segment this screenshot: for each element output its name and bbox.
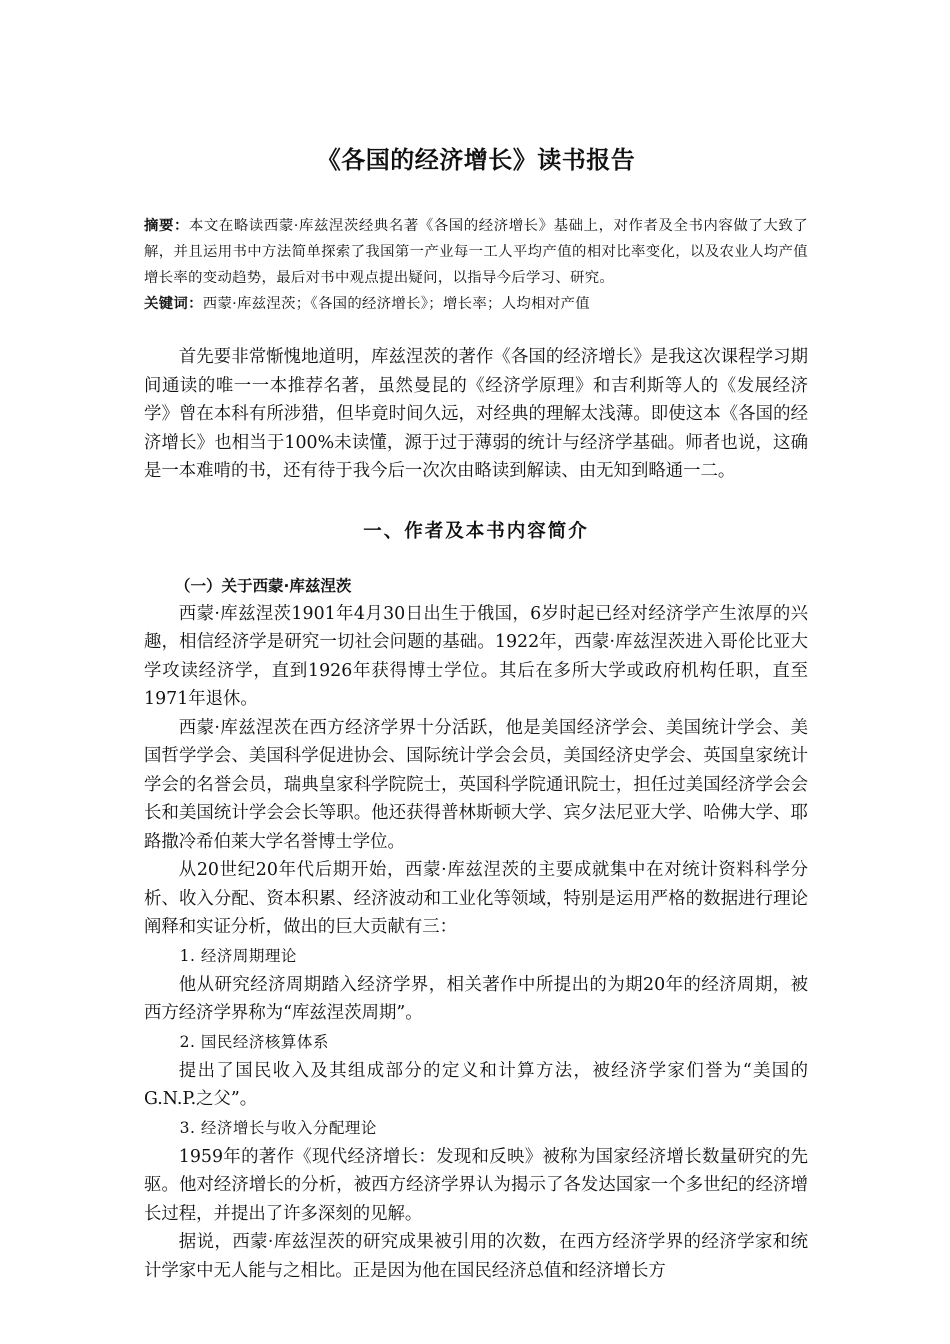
list-item-heading: 2. 国民经济核算体系 xyxy=(179,1032,329,1051)
abstract-label: 摘要： xyxy=(144,218,189,234)
abstract xyxy=(144,213,808,291)
body-text xyxy=(144,343,808,1285)
paragraph: 从20世纪20年代后期开始，西蒙·库兹涅茨的主要成就集中在对统计资料科学分析、收入分配、资本积累、经济波动和工业化等领域，特别是运用严格的数据进行理论阐释和实证分析，做出的巨大贡献有三： xyxy=(144,860,808,937)
list-item-heading: 1. 经济周期理论 xyxy=(179,946,297,965)
paragraph: 西蒙·库兹涅茨1901年4月30日出生于俄国，6岁时起已经对经济学产生浓厚的兴趣，相信经济学是研究一切社会问题的基础。1922年，西蒙·库兹涅茨进入哥伦比亚大学攻读经济学，直到1926年获得博士学位。其后在多所大学或政府机构任职，直至1971年退休。 xyxy=(144,603,808,709)
document-title: 《各国的经济增长》读书报告 xyxy=(316,146,636,174)
keywords xyxy=(144,291,808,317)
intro-paragraph: 首先要非常惭愧地道明，库兹涅茨的著作《各国的经济增长》是我这次课程学习期间通读的唯一一本推荐名著，虽然曼昆的《经济学原理》和吉利斯等人的《发展经济学》曾在本科有所涉猎，但毕竟时间久远，对经典的理解太浅薄。即使这本《各国的经济增长》也相当于100%未读懂，源于过于薄弱的统计与经济学基础。师者也说，这确是一本难啃的书，还有待于我今后一次次由略读到解读、由无知到略通一二。 xyxy=(144,347,808,481)
subsection-heading: （一）关于西蒙·库兹涅茨 xyxy=(175,576,352,595)
paragraph: 提出了国民收入及其组成部分的定义和计算方法，被经济学家们誉为“美国的G.N.P.之父”。 xyxy=(144,1060,808,1109)
paragraph: 据说，西蒙·库兹涅茨的研究成果被引用的次数，在西方经济学界的经济学家和统计学家中无人能与之相比。正是因为他在国民经济总值和经济增长方 xyxy=(144,1232,808,1281)
keywords-text: 西蒙·库兹涅茨；《各国的经济增长》；增长率；人均相对产值 xyxy=(202,296,590,312)
paragraph: 他从研究经济周期踏入经济学界，相关著作中所提出的为期20年的经济周期，被西方经济学界称为“库兹涅茨周期”。 xyxy=(144,974,808,1023)
paragraph: 1959年的著作《现代经济增长：发现和反映》被称为国家经济增长数量研究的先驱。他对经济增长的分析，被西方经济学界认为揭示了各发达国家一个多世纪的经济增长过程，并提出了许多深刻的见解。 xyxy=(144,1146,808,1224)
list-item-heading: 3. 经济增长与收入分配理论 xyxy=(179,1118,377,1137)
section-heading: 一、作者及本书内容简介 xyxy=(363,520,589,542)
keywords-label: 关键词： xyxy=(144,296,203,312)
abstract-text: 本文在略读西蒙·库兹涅茨经典名著《各国的经济增长》基础上，对作者及全书内容做了大致了解，并且运用书中方法简单探索了我国第一产业每一工人平均产值的相对比率变化，以及农业人均产值增长率的变动趋势，最后对书中观点提出疑问，以指导今后学习、研究。 xyxy=(144,218,808,286)
document-content xyxy=(144,140,808,1285)
paragraph: 西蒙·库兹涅茨在西方经济学界十分活跃，他是美国经济学会、美国统计学会、美国哲学学会、美国科学促进协会、国际统计学会会员，美国经济史学会、英国皇家统计学会的名誉会员，瑞典皇家科学院院士，英国科学院通讯院士，担任过美国经济学会会长和美国统计学会会长等职。他还获得普林斯顿大学、宾夕法尼亚大学、哈佛大学、耶路撒冷希伯莱大学名誉博士学位。 xyxy=(144,717,808,852)
